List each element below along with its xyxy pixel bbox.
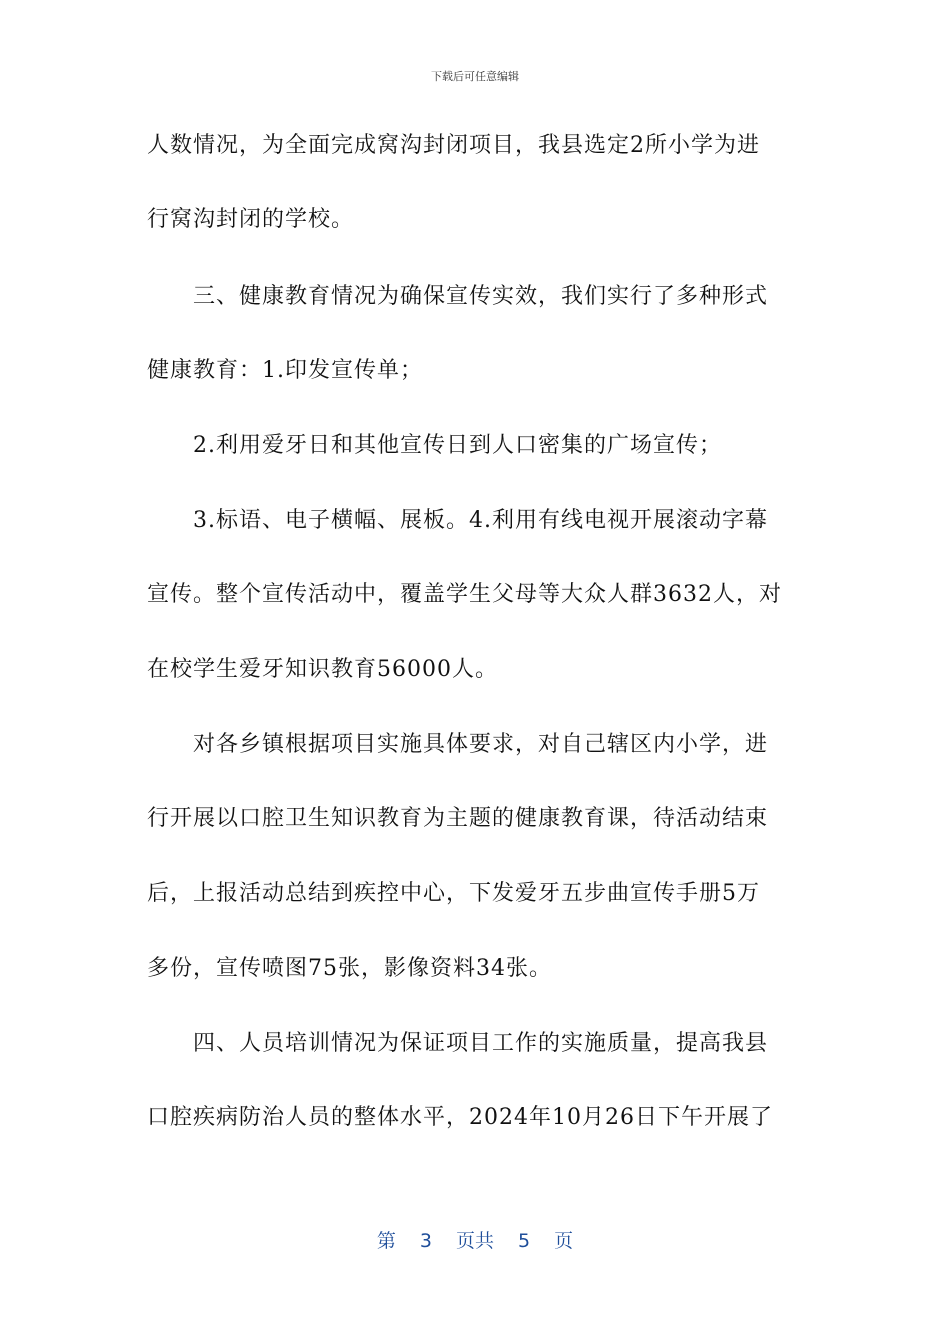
body-line: 口腔疾病防治人员的整体水平，2024年10月26日下午开展了 xyxy=(147,1105,773,1130)
body-line: 三、健康教育情况为确保宣传实效，我们实行了多种形式 xyxy=(193,284,769,309)
page-current: 3 xyxy=(419,1230,432,1252)
body-line: 行窝沟封闭的学校。 xyxy=(147,207,355,232)
page-prefix: 第 xyxy=(376,1230,396,1252)
body-line: 在校学生爱牙知识教育56000人。 xyxy=(147,657,498,682)
header-note: 下载后可任意编辑 xyxy=(431,70,519,83)
body-line: 3.标语、电子横幅、展板。4.利用有线电视开展滚动字幕 xyxy=(193,508,768,533)
page-middle: 页共 xyxy=(455,1230,494,1252)
body-line: 行开展以口腔卫生知识教育为主题的健康教育课，待活动结束 xyxy=(147,806,769,831)
body-line: 健康教育：1.印发宣传单； xyxy=(147,358,423,383)
page-suffix: 页 xyxy=(554,1230,574,1252)
body-line: 人数情况，为全面完成窝沟封闭项目，我县选定2所小学为进 xyxy=(147,133,760,158)
body-line: 后，上报活动总结到疾控中心，下发爱牙五步曲宣传手册5万 xyxy=(147,881,760,906)
body-line: 宣传。整个宣传活动中，覆盖学生父母等大众人群3632人，对 xyxy=(147,582,782,607)
body-line: 四、人员培训情况为保证项目工作的实施质量，提高我县 xyxy=(193,1031,769,1056)
body-line: 2.利用爱牙日和其他宣传日到人口密集的广场宣传； xyxy=(193,433,722,458)
page-footer xyxy=(0,1226,950,1253)
body-line: 对各乡镇根据项目实施具体要求，对自己辖区内小学，进 xyxy=(193,732,769,757)
body-line: 多份，宣传喷图75张，影像资料34张。 xyxy=(147,956,552,981)
page-total: 5 xyxy=(518,1230,531,1252)
